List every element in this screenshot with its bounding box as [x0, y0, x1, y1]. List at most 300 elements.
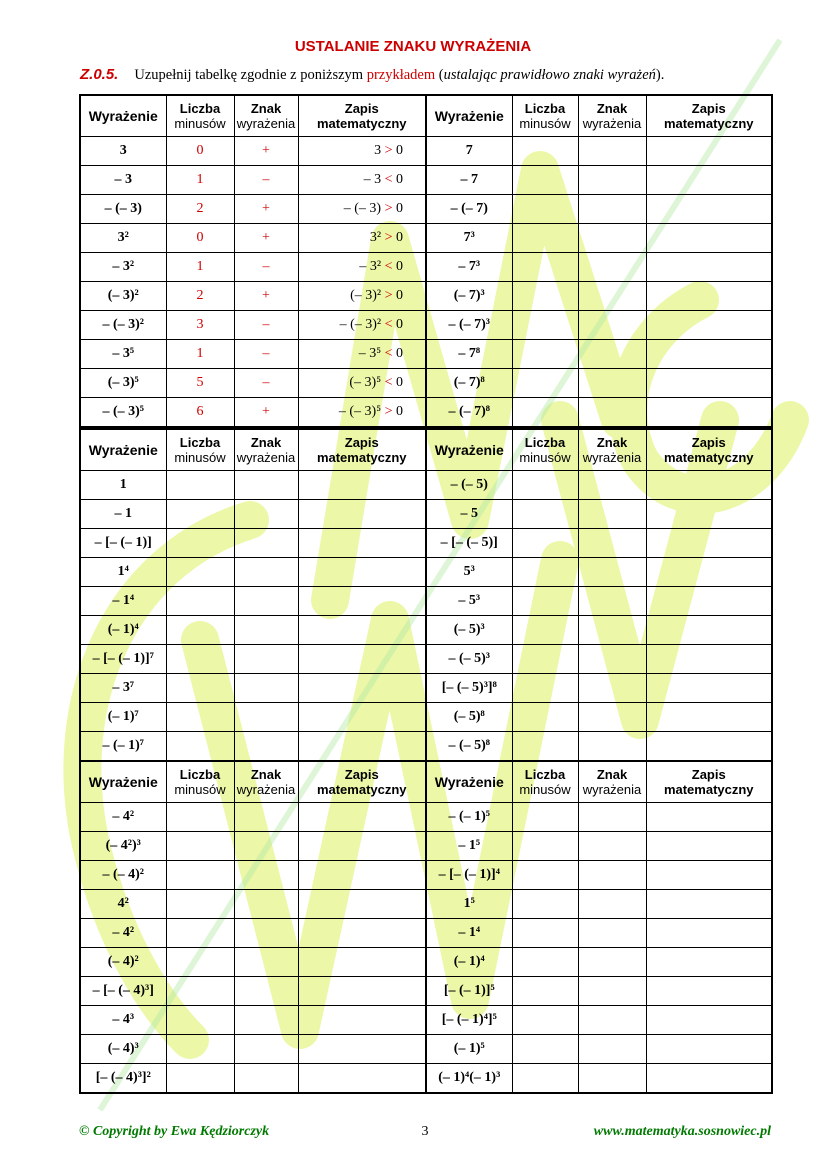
expression-cell: – [– (– 1)]	[80, 529, 166, 558]
math-notation-input[interactable]	[646, 803, 772, 832]
header-expression: Wyrażenie	[426, 761, 512, 803]
minus-count-input[interactable]	[166, 832, 234, 861]
minus-count-input[interactable]	[512, 340, 578, 369]
math-notation-input[interactable]	[298, 500, 426, 529]
sign-input[interactable]	[578, 703, 646, 732]
minus-count-input[interactable]	[512, 137, 578, 166]
sign-cell: +	[234, 137, 298, 166]
expression-cell: 5³	[426, 558, 512, 587]
table-row	[80, 1064, 772, 1094]
expression-cell: (– 1)⁴(– 1)³	[426, 1064, 512, 1094]
sign-input[interactable]	[234, 645, 298, 674]
expression-cell: – 1⁴	[80, 587, 166, 616]
expression-cell: – (– 5)³	[426, 645, 512, 674]
sign-input[interactable]	[578, 587, 646, 616]
sign-input[interactable]	[578, 732, 646, 762]
expression-cell: – (– 1)⁷	[80, 732, 166, 762]
header-math-notation: Zapis matematyczny	[298, 95, 426, 137]
math-notation-input[interactable]	[298, 587, 426, 616]
math-notation-cell: 3 > 0	[298, 137, 426, 166]
sign-input[interactable]	[578, 311, 646, 340]
expression-cell: (– 4)³	[80, 1035, 166, 1064]
expression-cell: – 4²	[80, 919, 166, 948]
table-row	[80, 703, 772, 732]
expression-cell: (– 4²)³	[80, 832, 166, 861]
sign-input[interactable]	[234, 890, 298, 919]
table-row	[80, 803, 772, 832]
sign-input[interactable]	[234, 977, 298, 1006]
table-row	[80, 890, 772, 919]
expression-cell: – 3⁷	[80, 674, 166, 703]
sign-input[interactable]	[578, 195, 646, 224]
expression-cell: (– 4)²	[80, 948, 166, 977]
math-notation-cell: – 3 < 0	[298, 166, 426, 195]
minus-count-input[interactable]	[512, 195, 578, 224]
sign-input[interactable]	[578, 558, 646, 587]
minus-count-input[interactable]	[512, 832, 578, 861]
math-notation-input[interactable]	[646, 398, 772, 428]
minus-count-input[interactable]	[512, 1064, 578, 1094]
expression-cell: – 1⁴	[426, 919, 512, 948]
sign-input[interactable]	[234, 948, 298, 977]
sign-input[interactable]	[578, 398, 646, 428]
minus-count-input[interactable]	[512, 529, 578, 558]
page-title: USTALANIE ZNAKU WYRAŻENIA	[294, 38, 532, 55]
math-notation-input[interactable]	[646, 1006, 772, 1035]
table-row	[80, 224, 772, 253]
minus-count-cell: 0	[166, 224, 234, 253]
math-notation-input[interactable]	[298, 832, 426, 861]
sign-cell: –	[234, 340, 298, 369]
math-notation-input[interactable]	[298, 674, 426, 703]
minus-count-input[interactable]	[166, 529, 234, 558]
sign-input[interactable]	[578, 166, 646, 195]
sign-input[interactable]	[234, 471, 298, 500]
expression-cell: – (– 3)⁵	[80, 398, 166, 428]
sign-input[interactable]	[578, 369, 646, 398]
header-expression: Wyrażenie	[426, 429, 512, 471]
table-row	[80, 529, 772, 558]
minus-count-input[interactable]	[512, 224, 578, 253]
minus-count-input[interactable]	[166, 919, 234, 948]
minus-count-input[interactable]	[166, 732, 234, 762]
math-notation-input[interactable]	[298, 919, 426, 948]
header-sign: Znak wyrażenia	[234, 95, 298, 137]
minus-count-input[interactable]	[512, 861, 578, 890]
page-number: 3	[421, 1124, 429, 1139]
expression-cell: – 7³	[426, 253, 512, 282]
header-expression: Wyrażenie	[80, 761, 166, 803]
header-row	[80, 95, 772, 137]
minus-count-input[interactable]	[512, 948, 578, 977]
minus-count-input[interactable]	[512, 369, 578, 398]
expression-cell: – 4²	[80, 803, 166, 832]
minus-count-input[interactable]	[166, 616, 234, 645]
minus-count-cell: 2	[166, 282, 234, 311]
table-row	[80, 166, 772, 195]
math-notation-input[interactable]	[298, 948, 426, 977]
expression-cell: – (– 5)	[426, 471, 512, 500]
sign-input[interactable]	[234, 500, 298, 529]
sign-cell: +	[234, 398, 298, 428]
header-row	[80, 429, 772, 471]
sign-input[interactable]	[578, 832, 646, 861]
minus-count-input[interactable]	[512, 703, 578, 732]
math-notation-input[interactable]	[298, 732, 426, 762]
math-notation-input[interactable]	[646, 587, 772, 616]
minus-count-input[interactable]	[166, 803, 234, 832]
minus-count-cell: 2	[166, 195, 234, 224]
minus-count-input[interactable]	[166, 471, 234, 500]
minus-count-input[interactable]	[512, 587, 578, 616]
minus-count-input[interactable]	[166, 674, 234, 703]
math-notation-input[interactable]	[646, 282, 772, 311]
minus-count-input[interactable]	[512, 732, 578, 762]
math-notation-input[interactable]	[646, 166, 772, 195]
math-notation-input[interactable]	[298, 616, 426, 645]
minus-count-input[interactable]	[166, 1006, 234, 1035]
copyright: © Copyright by Ewa Kędziorczyk	[79, 1124, 270, 1139]
math-notation-input[interactable]	[298, 890, 426, 919]
expression-cell: 1	[80, 471, 166, 500]
expression-cell: – 1	[80, 500, 166, 529]
minus-count-input[interactable]	[166, 703, 234, 732]
minus-count-input[interactable]	[512, 645, 578, 674]
math-notation-input[interactable]	[298, 1064, 426, 1094]
minus-count-input[interactable]	[166, 861, 234, 890]
expression-cell: [– (– 1)]⁵	[426, 977, 512, 1006]
table-exercise-1	[79, 428, 773, 762]
minus-count-input[interactable]	[166, 587, 234, 616]
expression-cell: – 7⁸	[426, 340, 512, 369]
math-notation-input[interactable]	[646, 558, 772, 587]
minus-count-input[interactable]	[166, 1035, 234, 1064]
expression-cell: – [– (– 4)³]	[80, 977, 166, 1006]
minus-count-input[interactable]	[512, 398, 578, 428]
math-notation-cell: – (– 3)⁵ > 0	[298, 398, 426, 428]
expression-cell: [– (– 1)⁴]⁵	[426, 1006, 512, 1035]
minus-count-input[interactable]	[512, 166, 578, 195]
math-notation-input[interactable]	[646, 253, 772, 282]
sign-input[interactable]	[578, 253, 646, 282]
expression-cell: 7³	[426, 224, 512, 253]
minus-count-input[interactable]	[512, 558, 578, 587]
expression-cell: – 7	[426, 166, 512, 195]
task-number: Z.0.5.	[80, 66, 119, 83]
sign-input[interactable]	[234, 674, 298, 703]
minus-count-input[interactable]	[512, 471, 578, 500]
minus-count-cell: 3	[166, 311, 234, 340]
table-row	[80, 137, 772, 166]
expression-cell: – (– 4)²	[80, 861, 166, 890]
table-row	[80, 558, 772, 587]
math-notation-cell: – (– 3) > 0	[298, 195, 426, 224]
sign-input[interactable]	[578, 1006, 646, 1035]
expression-cell: (– 1)⁵	[426, 1035, 512, 1064]
expression-cell: – [– (– 5)]	[426, 529, 512, 558]
math-notation-input[interactable]	[298, 803, 426, 832]
header-minus-count: Liczba minusów	[512, 761, 578, 803]
sign-input[interactable]	[578, 340, 646, 369]
sign-input[interactable]	[578, 803, 646, 832]
math-notation-input[interactable]	[298, 529, 426, 558]
math-notation-input[interactable]	[646, 616, 772, 645]
expression-cell: – (– 3)	[80, 195, 166, 224]
math-notation-cell: (– 3)² > 0	[298, 282, 426, 311]
expression-cell: – 5	[426, 500, 512, 529]
table-row	[80, 500, 772, 529]
expression-cell: – 3	[80, 166, 166, 195]
minus-count-cell: 5	[166, 369, 234, 398]
sign-cell: –	[234, 253, 298, 282]
expression-cell: – (– 1)⁵	[426, 803, 512, 832]
sign-input[interactable]	[234, 1006, 298, 1035]
math-notation-input[interactable]	[646, 500, 772, 529]
sign-input[interactable]	[234, 803, 298, 832]
minus-count-input[interactable]	[166, 1064, 234, 1094]
expression-cell: – (– 3)²	[80, 311, 166, 340]
table-row	[80, 398, 772, 428]
expression-cell: 4²	[80, 890, 166, 919]
math-notation-input[interactable]	[646, 703, 772, 732]
expression-cell: – [– (– 1)]⁷	[80, 645, 166, 674]
sign-input[interactable]	[578, 137, 646, 166]
table-exercise-2	[79, 760, 773, 1094]
math-notation-input[interactable]	[646, 645, 772, 674]
math-notation-input[interactable]	[646, 137, 772, 166]
math-notation-input[interactable]	[298, 977, 426, 1006]
expression-cell: – 5³	[426, 587, 512, 616]
sign-input[interactable]	[578, 616, 646, 645]
math-notation-input[interactable]	[646, 311, 772, 340]
expression-cell: 1⁵	[426, 890, 512, 919]
minus-count-input[interactable]	[166, 558, 234, 587]
table-row	[80, 1006, 772, 1035]
table-row	[80, 471, 772, 500]
math-notation-cell: 3² > 0	[298, 224, 426, 253]
math-notation-input[interactable]	[646, 471, 772, 500]
table-row	[80, 587, 772, 616]
math-notation-cell: (– 3)⁵ < 0	[298, 369, 426, 398]
minus-count-input[interactable]	[512, 977, 578, 1006]
math-notation-input[interactable]	[298, 558, 426, 587]
sign-input[interactable]	[578, 224, 646, 253]
sign-input[interactable]	[578, 919, 646, 948]
table-row	[80, 919, 772, 948]
math-notation-input[interactable]	[298, 645, 426, 674]
expression-cell: – (– 7)⁸	[426, 398, 512, 428]
minus-count-input[interactable]	[512, 1035, 578, 1064]
header-math-notation: Zapis matematyczny	[646, 95, 772, 137]
table-row	[80, 1035, 772, 1064]
math-notation-input[interactable]	[298, 703, 426, 732]
expression-cell: (– 1)⁴	[426, 948, 512, 977]
header-math-notation: Zapis matematyczny	[646, 429, 772, 471]
header-sign: Znak wyrażenia	[234, 761, 298, 803]
minus-count-input[interactable]	[512, 674, 578, 703]
expression-cell: (– 3)²	[80, 282, 166, 311]
minus-count-input[interactable]	[512, 616, 578, 645]
sign-input[interactable]	[234, 919, 298, 948]
math-notation-cell: – 3² < 0	[298, 253, 426, 282]
minus-count-cell: 1	[166, 166, 234, 195]
math-notation-input[interactable]	[646, 948, 772, 977]
sign-input[interactable]	[234, 616, 298, 645]
minus-count-input[interactable]	[166, 977, 234, 1006]
table-row	[80, 977, 772, 1006]
expression-cell: – 1⁵	[426, 832, 512, 861]
sign-input[interactable]	[234, 703, 298, 732]
header-sign: Znak wyrażenia	[578, 429, 646, 471]
sign-input[interactable]	[234, 558, 298, 587]
expression-cell: 7	[426, 137, 512, 166]
website-link: www.matematyka.sosnowiec.pl	[593, 1124, 771, 1139]
sign-input[interactable]	[578, 674, 646, 703]
sign-input[interactable]	[578, 948, 646, 977]
math-notation-input[interactable]	[646, 195, 772, 224]
sign-input[interactable]	[578, 282, 646, 311]
table-row	[80, 948, 772, 977]
sign-input[interactable]	[234, 1035, 298, 1064]
expression-cell: (– 7)⁸	[426, 369, 512, 398]
header-minus-count: Liczba minusów	[166, 761, 234, 803]
sign-input[interactable]	[578, 500, 646, 529]
minus-count-input[interactable]	[512, 1006, 578, 1035]
sign-input[interactable]	[578, 529, 646, 558]
math-notation-input[interactable]	[646, 1035, 772, 1064]
minus-count-input[interactable]	[512, 919, 578, 948]
minus-count-input[interactable]	[512, 803, 578, 832]
header-math-notation: Zapis matematyczny	[646, 761, 772, 803]
math-notation-input[interactable]	[298, 471, 426, 500]
header-expression: Wyrażenie	[426, 95, 512, 137]
expression-cell: 1⁴	[80, 558, 166, 587]
sign-input[interactable]	[578, 977, 646, 1006]
header-row	[80, 761, 772, 803]
minus-count-cell: 6	[166, 398, 234, 428]
expression-cell: – [– (– 1)]⁴	[426, 861, 512, 890]
sign-cell: –	[234, 311, 298, 340]
header-math-notation: Zapis matematyczny	[298, 429, 426, 471]
table-row	[80, 253, 772, 282]
expression-cell: – 4³	[80, 1006, 166, 1035]
task-italic: ustalając prawidłowo znaki wyrażeń	[443, 67, 656, 83]
sign-input[interactable]	[578, 471, 646, 500]
task-instruction	[80, 66, 780, 84]
sign-input[interactable]	[234, 529, 298, 558]
math-notation-input[interactable]	[646, 224, 772, 253]
math-notation-input[interactable]	[646, 890, 772, 919]
minus-count-input[interactable]	[512, 500, 578, 529]
example-link: przykładem	[366, 67, 436, 83]
math-notation-input[interactable]	[646, 529, 772, 558]
sign-cell: +	[234, 195, 298, 224]
minus-count-input[interactable]	[512, 253, 578, 282]
expression-cell: – (– 5)⁸	[426, 732, 512, 762]
header-sign: Znak wyrażenia	[234, 429, 298, 471]
task-text: Uzupełnij tabelkę zgodnie z poniższym	[134, 67, 367, 83]
sign-input[interactable]	[234, 832, 298, 861]
minus-count-input[interactable]	[166, 948, 234, 977]
expression-cell: (– 1)⁴	[80, 616, 166, 645]
table-row	[80, 340, 772, 369]
expression-cell: [– (– 4)³]²	[80, 1064, 166, 1094]
expression-cell: (– 1)⁷	[80, 703, 166, 732]
expression-cell: (– 3)⁵	[80, 369, 166, 398]
minus-count-input[interactable]	[166, 890, 234, 919]
math-notation-input[interactable]	[646, 674, 772, 703]
header-sign: Znak wyrażenia	[578, 761, 646, 803]
minus-count-input[interactable]	[166, 645, 234, 674]
sign-input[interactable]	[234, 1064, 298, 1094]
minus-count-input[interactable]	[512, 311, 578, 340]
math-notation-input[interactable]	[646, 340, 772, 369]
sign-input[interactable]	[578, 1064, 646, 1094]
math-notation-input[interactable]	[646, 369, 772, 398]
header-minus-count: Liczba minusów	[166, 95, 234, 137]
header-sign: Znak wyrażenia	[578, 95, 646, 137]
header-minus-count: Liczba minusów	[166, 429, 234, 471]
header-minus-count: Liczba minusów	[512, 95, 578, 137]
math-notation-input[interactable]	[646, 919, 772, 948]
sign-input[interactable]	[578, 1035, 646, 1064]
header-expression: Wyrażenie	[80, 429, 166, 471]
table-example	[79, 94, 773, 428]
math-notation-cell: – (– 3)² < 0	[298, 311, 426, 340]
expression-cell: (– 5)³	[426, 616, 512, 645]
minus-count-cell: 1	[166, 253, 234, 282]
expression-cell: 3	[80, 137, 166, 166]
sign-input[interactable]	[578, 861, 646, 890]
sign-input[interactable]	[234, 732, 298, 762]
math-notation-input[interactable]	[646, 861, 772, 890]
header-minus-count: Liczba minusów	[512, 429, 578, 471]
sign-input[interactable]	[234, 861, 298, 890]
math-notation-cell: – 3⁵ < 0	[298, 340, 426, 369]
expression-cell: – (– 7)	[426, 195, 512, 224]
sign-cell: –	[234, 369, 298, 398]
minus-count-input[interactable]	[512, 282, 578, 311]
expression-cell: (– 5)⁸	[426, 703, 512, 732]
math-notation-input[interactable]	[646, 1064, 772, 1094]
table-row	[80, 832, 772, 861]
header-math-notation: Zapis matematyczny	[298, 761, 426, 803]
math-notation-input[interactable]	[646, 732, 772, 762]
table-row	[80, 369, 772, 398]
task-paren: (	[435, 67, 444, 83]
table-row	[80, 195, 772, 224]
sign-input[interactable]	[234, 587, 298, 616]
expression-cell: – 3²	[80, 253, 166, 282]
table-row	[80, 861, 772, 890]
math-notation-input[interactable]	[298, 861, 426, 890]
sign-input[interactable]	[578, 890, 646, 919]
table-row	[80, 311, 772, 340]
minus-count-input[interactable]	[166, 500, 234, 529]
math-notation-input[interactable]	[298, 1006, 426, 1035]
table-row	[80, 616, 772, 645]
math-notation-input[interactable]	[646, 832, 772, 861]
math-notation-input[interactable]	[646, 977, 772, 1006]
sign-cell: +	[234, 282, 298, 311]
table-row	[80, 282, 772, 311]
sign-cell: +	[234, 224, 298, 253]
minus-count-cell: 1	[166, 340, 234, 369]
math-notation-input[interactable]	[298, 1035, 426, 1064]
minus-count-input[interactable]	[512, 890, 578, 919]
sign-input[interactable]	[578, 645, 646, 674]
task-end: ).	[655, 67, 665, 83]
